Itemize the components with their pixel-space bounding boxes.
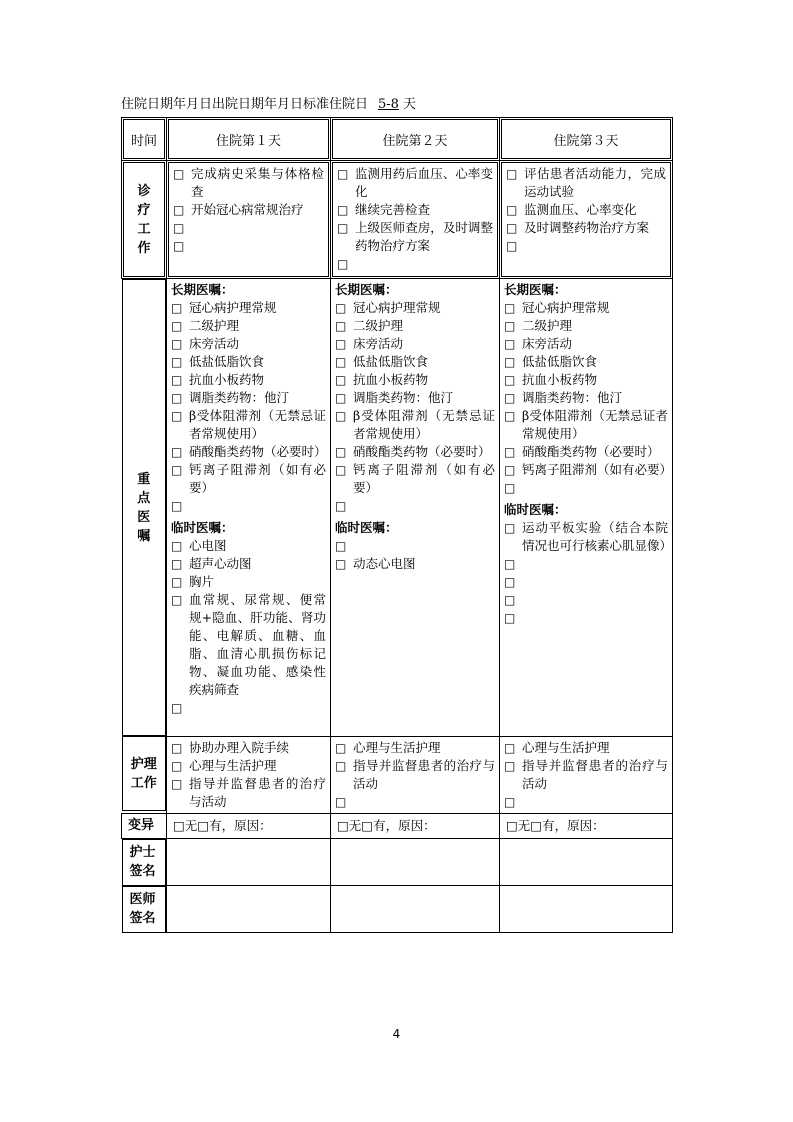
checkbox-icon[interactable]: □ xyxy=(171,409,183,423)
checkbox-icon[interactable]: □ xyxy=(171,776,183,791)
checklist-item xyxy=(335,793,495,811)
diagnosis-row xyxy=(122,161,673,279)
orders-label: 重点医嘱 xyxy=(137,471,151,544)
checklist-item-text: 钙离子阻滞剂（如有必要） xyxy=(189,462,326,495)
checkbox-icon[interactable]: □ xyxy=(171,740,183,755)
checklist-item-text: 继续完善检查 xyxy=(355,202,431,217)
checklist-item xyxy=(337,165,493,201)
checklist-item-text: 硝酸酯类药物（必要时） xyxy=(522,444,660,459)
checklist-item xyxy=(173,201,324,219)
checklist-item xyxy=(337,219,493,255)
checkbox-icon[interactable]: □ xyxy=(335,557,347,571)
nurse-sign-day2-field[interactable] xyxy=(331,838,500,886)
checklist-item xyxy=(504,555,668,573)
checklist-item xyxy=(171,461,326,497)
checkbox-icon[interactable]: □ xyxy=(504,355,516,369)
checkbox-icon[interactable]: □ xyxy=(171,301,183,315)
checklist-item-text: 指导并监督患者的治疗与活动 xyxy=(522,757,668,791)
checklist-item xyxy=(335,299,495,317)
long-term-orders-title: 长期医嘱： xyxy=(335,282,398,297)
doctor-sign-label-cell xyxy=(122,886,167,933)
checkbox-icon[interactable]: □ xyxy=(335,391,347,405)
checklist-item xyxy=(171,591,326,699)
checkbox-icon[interactable]: □ xyxy=(504,463,516,477)
checklist-item xyxy=(171,443,326,461)
checkbox-icon[interactable]: □ xyxy=(504,391,516,405)
long-term-orders-title: 长期医嘱： xyxy=(171,282,234,297)
checklist-item-text xyxy=(524,237,666,255)
variation-row xyxy=(122,813,673,838)
checkbox-icon[interactable]: □ xyxy=(506,203,518,217)
checkbox-icon[interactable]: □ xyxy=(504,445,516,459)
variation-day1-cell: □无□有，原因： xyxy=(167,813,331,838)
long-term-orders-title: 长期医嘱： xyxy=(504,282,567,297)
long-term-orders-day1 xyxy=(167,299,330,517)
checkbox-icon[interactable]: □ xyxy=(335,373,347,387)
checklist-item-text: 低盐低脂饮食 xyxy=(353,354,429,369)
checkbox-icon[interactable]: □ xyxy=(504,521,516,535)
checklist-item xyxy=(504,461,673,479)
checklist-item xyxy=(504,407,668,443)
nursing-day3-list xyxy=(500,737,672,813)
checklist-item xyxy=(171,317,326,335)
checkbox-icon[interactable]: □ xyxy=(171,758,183,773)
checklist-item xyxy=(504,335,668,353)
orders-day3-cell xyxy=(500,279,673,737)
checkbox-icon[interactable]: □ xyxy=(337,221,349,235)
checkbox-icon[interactable]: □ xyxy=(171,337,183,351)
diagnosis-day2-cell xyxy=(331,161,500,279)
checklist-item-text: 完成病史采集与体格检查 xyxy=(191,166,324,199)
long-term-orders-day3 xyxy=(500,299,672,499)
checklist-item xyxy=(504,739,668,757)
time-header-cell: 时间 xyxy=(122,118,167,161)
checkbox-icon[interactable]: □ xyxy=(335,539,347,553)
checklist-item-text xyxy=(353,497,495,515)
checklist-item xyxy=(506,237,666,255)
checkbox-icon[interactable]: □ xyxy=(335,499,347,513)
checkbox-icon[interactable]: □ xyxy=(173,221,185,235)
checkbox-icon[interactable]: □ xyxy=(171,575,183,589)
variation-label-cell xyxy=(122,813,167,838)
checkbox-icon[interactable]: □ xyxy=(173,203,185,217)
checklist-item-text: β受体阻滞剂（无禁忌证者常规使用） xyxy=(353,408,495,441)
checklist-item-text: 心电图 xyxy=(189,538,227,553)
checkbox-icon[interactable]: □ xyxy=(171,701,183,715)
day2-header-cell: 住院第２天 xyxy=(331,118,500,161)
checkbox-icon[interactable]: □ xyxy=(504,301,516,315)
diagnosis-label-cell xyxy=(122,161,167,279)
checkbox-icon[interactable]: □ xyxy=(335,355,347,369)
checkbox-icon[interactable]: □ xyxy=(171,557,183,571)
checklist-item-text: 二级护理 xyxy=(522,318,573,333)
checklist-item-text: 床旁活动 xyxy=(522,336,573,351)
checklist-item-text: 调脂类药物：他汀 xyxy=(522,390,623,405)
checkbox-icon[interactable]: □ xyxy=(173,239,185,253)
checklist-item-text: 上级医师查房，及时调整药物治疗方案 xyxy=(355,220,493,253)
checklist-item xyxy=(335,335,495,353)
admission-dates-text: 住院日期年月日出院日期年月日标准住院日 xyxy=(121,97,369,112)
nursing-label: 护理工作 xyxy=(130,756,157,791)
checklist-item xyxy=(504,443,668,461)
checkbox-icon[interactable]: □ xyxy=(506,167,518,181)
checklist-item xyxy=(171,299,326,317)
checklist-item xyxy=(171,497,326,515)
checklist-item xyxy=(504,573,668,591)
checklist-item-text: 心理与生活护理 xyxy=(522,739,610,755)
checkbox-icon[interactable]: □ xyxy=(504,409,516,423)
checklist-item-text: 运动平板实验（结合本院情况也可行核素心肌显像） xyxy=(522,520,673,553)
diagnosis-day1-list xyxy=(169,163,328,257)
checkbox-icon[interactable]: □ xyxy=(173,167,185,181)
checkbox-icon[interactable]: □ xyxy=(504,337,516,351)
nurse-sign-day3-field[interactable] xyxy=(500,838,673,886)
checklist-item xyxy=(337,201,493,219)
orders-row xyxy=(122,279,673,737)
checklist-item-text: 二级护理 xyxy=(189,318,240,333)
checkbox-icon[interactable]: □ xyxy=(337,203,349,217)
checklist-item-text xyxy=(353,537,495,555)
nursing-day1-cell xyxy=(167,736,331,813)
checklist-item-text: 监测血压、心率变化 xyxy=(524,202,637,217)
checklist-item-text: 动态心电图 xyxy=(353,556,416,571)
temporary-orders-day1 xyxy=(167,537,330,719)
checklist-item xyxy=(504,299,668,317)
checklist-item-text: 调脂类药物：他汀 xyxy=(189,390,290,405)
checklist-item xyxy=(335,317,495,335)
diagnosis-label: 诊疗工作 xyxy=(137,183,151,256)
variation-day3-cell: □无□有，原因： xyxy=(500,813,673,838)
checklist-item xyxy=(337,255,493,273)
checkbox-icon[interactable]: □ xyxy=(504,481,516,495)
checkbox-icon[interactable]: □ xyxy=(506,239,518,253)
day3-header-cell: 住院第３天 xyxy=(500,118,673,161)
checklist-item-text: 调脂类药物：他汀 xyxy=(353,390,454,405)
checkbox-icon[interactable]: □ xyxy=(171,319,183,333)
checkbox-icon[interactable]: □ xyxy=(171,499,183,513)
checklist-item xyxy=(504,591,668,609)
checklist-item xyxy=(506,201,666,219)
nursing-day1-list xyxy=(167,737,330,813)
checkbox-icon[interactable]: □ xyxy=(171,463,183,477)
doctor-sign-label: 医师签名 xyxy=(129,892,156,926)
temporary-orders-day3 xyxy=(500,519,672,629)
checkbox-icon[interactable]: □ xyxy=(337,257,349,271)
checkbox-icon[interactable]: □ xyxy=(504,557,516,571)
checkbox-icon[interactable]: □ xyxy=(504,740,516,755)
checkbox-icon[interactable]: □ xyxy=(504,593,516,607)
diagnosis-day1-cell xyxy=(167,161,331,279)
day1-header-cell: 住院第１天 xyxy=(167,118,331,161)
diagnosis-day2-list xyxy=(333,163,497,275)
checkbox-icon[interactable]: □ xyxy=(171,539,183,553)
checkbox-icon[interactable]: □ xyxy=(335,794,347,809)
checklist-item xyxy=(504,519,673,555)
checkbox-icon[interactable]: □ xyxy=(504,794,516,809)
checklist-item xyxy=(171,335,326,353)
checklist-item-text: 钙离子阻滞剂（如有必要） xyxy=(522,462,673,477)
orders-day2-cell xyxy=(331,279,500,737)
checklist-item-text: 床旁活动 xyxy=(189,336,240,351)
doctor-sign-day2-field[interactable] xyxy=(331,886,500,933)
checklist-item-text xyxy=(522,479,668,497)
standard-stay-days: 5-8 xyxy=(378,97,399,112)
checklist-item-text: 心理与生活护理 xyxy=(353,739,441,755)
checklist-item xyxy=(506,219,666,237)
checklist-item xyxy=(171,739,326,757)
checklist-item-text xyxy=(353,793,495,811)
checklist-item-text xyxy=(522,555,668,573)
checklist-item-text: 二级护理 xyxy=(353,318,404,333)
checklist-item-text: 抗血小板药物 xyxy=(522,372,598,387)
checklist-item-text: 硝酸酯类药物（必要时） xyxy=(189,444,327,459)
checkbox-icon[interactable]: □ xyxy=(335,463,347,477)
checklist-item-text xyxy=(191,237,324,255)
temporary-orders-title: 临时医嘱： xyxy=(504,502,567,517)
checklist-item-text: 硝酸酯类药物（必要时） xyxy=(353,444,491,459)
checklist-item xyxy=(504,317,668,335)
checkbox-icon[interactable]: □ xyxy=(171,391,183,405)
nurse-sign-label-cell xyxy=(122,839,167,886)
checklist-item xyxy=(504,389,668,407)
page-number: 4 xyxy=(392,1027,401,1041)
orders-label-cell xyxy=(122,279,167,736)
checklist-item-text: 协助办理入院手续 xyxy=(189,739,290,755)
checklist-item xyxy=(171,353,326,371)
checklist-item-text: 血常规、尿常规、便常规+隐血、肝功能、肾功能、电解质、血糖、血脂、血清心肌损伤标记物、凝血功能、感染性疾病筛查 xyxy=(189,592,326,697)
admission-info-line xyxy=(121,96,416,114)
checklist-item xyxy=(335,757,495,793)
checklist-item xyxy=(171,537,326,555)
checklist-item xyxy=(335,497,495,515)
checklist-item xyxy=(171,389,326,407)
nursing-row xyxy=(122,736,673,813)
checklist-item-text: 胸片 xyxy=(189,574,215,589)
checkbox-icon[interactable]: □ xyxy=(335,337,347,351)
nursing-day2-list xyxy=(331,737,499,813)
checklist-item-text: 超声心动图 xyxy=(189,556,252,571)
checklist-item-text: 心理与生活护理 xyxy=(189,757,277,773)
variation-label: 变异 xyxy=(128,817,155,833)
checklist-item xyxy=(504,757,668,793)
checkbox-icon[interactable]: □ xyxy=(504,575,516,589)
checklist-item-text: 指导并监督患者的治疗与活动 xyxy=(189,775,326,809)
checklist-item xyxy=(173,237,324,255)
checklist-item xyxy=(173,219,324,237)
checkbox-icon[interactable]: □ xyxy=(504,611,516,625)
checkbox-icon[interactable]: □ xyxy=(335,301,347,315)
checklist-item xyxy=(335,537,495,555)
checklist-item-text: β受体阻滞剂（无禁忌证者常规使用） xyxy=(522,408,668,441)
checklist-item xyxy=(173,165,324,201)
orders-day1-cell xyxy=(167,279,331,737)
checkbox-icon[interactable]: □ xyxy=(171,593,183,607)
checklist-item-text: 抗血小板药物 xyxy=(353,372,429,387)
checklist-item xyxy=(171,699,326,717)
checkbox-icon[interactable]: □ xyxy=(171,445,183,459)
checklist-item xyxy=(171,757,326,775)
checklist-item-text: 评估患者活动能力，完成运动试验 xyxy=(524,166,666,199)
checklist-item xyxy=(335,555,495,573)
checklist-item xyxy=(171,775,326,811)
nursing-day3-cell xyxy=(500,736,673,813)
checklist-item xyxy=(171,371,326,389)
checklist-item-text: 监测用药后血压、心率变化 xyxy=(355,166,493,199)
nurse-sign-day1-field[interactable] xyxy=(167,838,331,886)
checklist-item xyxy=(335,739,495,757)
checkbox-icon[interactable]: □ xyxy=(335,740,347,755)
checklist-item-text xyxy=(522,609,668,627)
checklist-item xyxy=(335,371,495,389)
temporary-orders-day2 xyxy=(331,537,499,575)
clinical-pathway-table xyxy=(121,117,673,933)
checkbox-icon[interactable]: □ xyxy=(504,758,516,773)
nursing-day2-cell xyxy=(331,736,500,813)
variation-day2-cell: □无□有，原因： xyxy=(331,813,500,838)
checklist-item-text: 冠心病护理常规 xyxy=(522,300,610,315)
checklist-item xyxy=(504,609,668,627)
checklist-item-text xyxy=(522,573,668,591)
checklist-item xyxy=(171,573,326,591)
checklist-item-text: 及时调整药物治疗方案 xyxy=(524,220,650,235)
doctor-sign-day1-field[interactable] xyxy=(167,886,331,933)
checklist-item xyxy=(171,407,326,443)
checkbox-icon[interactable]: □ xyxy=(335,445,347,459)
checkbox-icon[interactable]: □ xyxy=(171,355,183,369)
checklist-item-text: 低盐低脂饮食 xyxy=(189,354,265,369)
checklist-item-text xyxy=(191,219,324,237)
checklist-item-text xyxy=(189,497,326,515)
checklist-item xyxy=(504,371,668,389)
doctor-sign-day3-field[interactable] xyxy=(500,886,673,933)
checklist-item-text: β受体阻滞剂（无禁忌证者常规使用） xyxy=(189,408,326,441)
checklist-item xyxy=(335,461,495,497)
checklist-item-text xyxy=(189,699,326,717)
checklist-item xyxy=(335,353,495,371)
checklist-item-text: 冠心病护理常规 xyxy=(189,300,277,315)
nursing-label-cell xyxy=(122,736,167,811)
checklist-item xyxy=(335,389,495,407)
checklist-item-text xyxy=(355,255,493,273)
checklist-item xyxy=(504,353,668,371)
checkbox-icon[interactable]: □ xyxy=(335,758,347,773)
long-term-orders-day2 xyxy=(331,299,499,517)
days-unit: 天 xyxy=(402,97,416,112)
nurse-sign-row xyxy=(122,838,673,886)
checkbox-icon[interactable]: □ xyxy=(335,319,347,333)
checklist-item xyxy=(171,555,326,573)
checklist-item-text: 冠心病护理常规 xyxy=(353,300,441,315)
checklist-item xyxy=(335,443,495,461)
checklist-item-text: 指导并监督患者的治疗与活动 xyxy=(353,757,495,791)
checklist-item-text xyxy=(522,793,668,811)
checklist-item xyxy=(506,165,666,201)
checklist-item-text xyxy=(522,591,668,609)
checklist-item-text: 开始冠心病常规治疗 xyxy=(191,202,304,217)
checklist-item-text: 钙离子阻滞剂（如有必要） xyxy=(353,462,495,495)
checklist-item xyxy=(504,479,668,497)
doctor-sign-row xyxy=(122,886,673,933)
table-header-row xyxy=(122,118,673,161)
diagnosis-day3-cell xyxy=(500,161,673,279)
checklist-item xyxy=(504,793,668,811)
checklist-item-text: 床旁活动 xyxy=(353,336,404,351)
temporary-orders-title: 临时医嘱： xyxy=(335,520,398,535)
checkbox-icon[interactable]: □ xyxy=(504,373,516,387)
nurse-sign-label: 护士签名 xyxy=(129,845,156,879)
checkbox-icon[interactable]: □ xyxy=(337,167,349,181)
checkbox-icon[interactable]: □ xyxy=(504,319,516,333)
checkbox-icon[interactable]: □ xyxy=(335,409,347,423)
checklist-item xyxy=(335,407,495,443)
checklist-item-text: 低盐低脂饮食 xyxy=(522,354,598,369)
temporary-orders-title: 临时医嘱： xyxy=(171,520,234,535)
checkbox-icon[interactable]: □ xyxy=(171,373,183,387)
checklist-item-text: 抗血小板药物 xyxy=(189,372,265,387)
diagnosis-day3-list xyxy=(502,163,670,257)
checkbox-icon[interactable]: □ xyxy=(506,221,518,235)
